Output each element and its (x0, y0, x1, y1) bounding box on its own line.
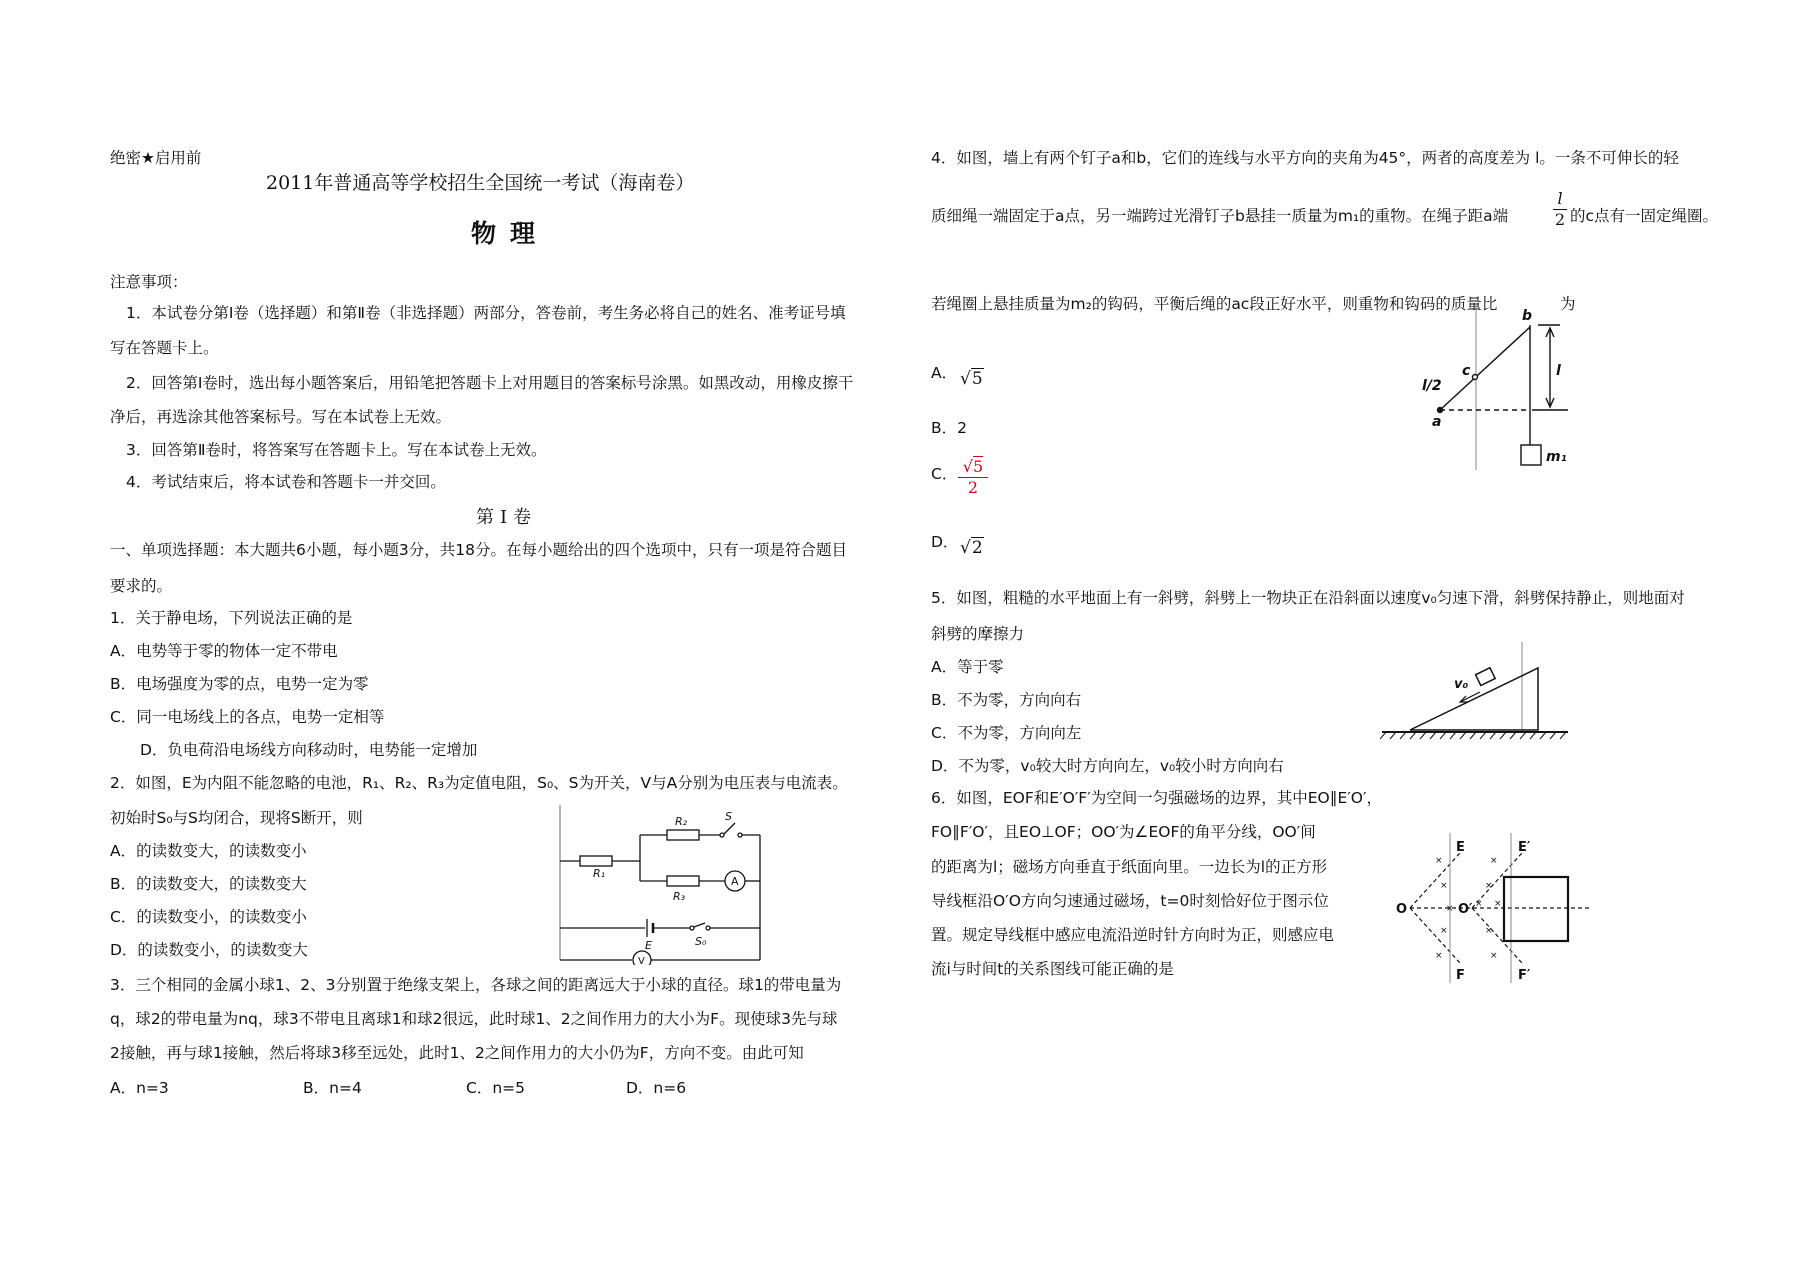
label-a: a (1432, 414, 1442, 430)
label-r1: R₁ (593, 867, 606, 880)
subject-title: 物理 (471, 219, 550, 248)
label-s0: S₀ (695, 935, 707, 948)
q6-line5: 置。规定导线框中感应电流沿逆时针方向时为正，则感应电 (931, 926, 1335, 944)
note-1-line2: 写在答题卡上。 (110, 339, 219, 357)
q5-line2: 斜劈的摩擦力 (931, 625, 1025, 643)
label-c: c (1462, 363, 1471, 379)
svg-text:×: × (1494, 899, 1502, 909)
q4-line1: 4．如图，墙上有两个钉子a和b，它们的连线与水平方向的夹角为45°，两者的高度差为 l。一条不可伸长的轻 (931, 149, 1679, 167)
r2-resistor (667, 830, 699, 840)
q6-line3: 的距离为l；磁场方向垂直于纸面向里。一边长为l的正方形 (931, 858, 1328, 876)
q6-line2: FO∥F′O′，且EO⊥OF；OO′为∠EOF的角平分线，OO′间 (931, 823, 1316, 841)
label-f-prime: F′ (1518, 968, 1531, 983)
label-ammeter: A (731, 875, 739, 888)
note-1-line1: 1．本试卷分第Ⅰ卷（选择题）和第Ⅱ卷（非选择题）两部分，答卷前，考生务必将自己的姓名、准考证号填 (126, 304, 846, 322)
square-wire-frame (1504, 877, 1568, 941)
q1-option-c: C．同一电场线上的各点，电势一定相等 (110, 708, 385, 726)
q5-option-a: A．等于零 (931, 658, 1004, 676)
notes-heading: 注意事项： (110, 273, 188, 291)
svg-text:×: × (1485, 926, 1493, 936)
label-e: E (645, 939, 652, 952)
q2-stem-line2: 初始时S₀与S均闭合，现将S断开，则 (110, 809, 363, 827)
q1-option-b: B．电场强度为零的点，电势一定为零 (110, 675, 369, 693)
r3-resistor (667, 876, 699, 886)
q1-option-d: D．负电荷沿电场线方向移动时，电势能一定增加 (140, 741, 478, 759)
q4-fraction-l-over-2 (1553, 190, 1567, 229)
q2-option-b: B．的读数变大，的读数变大 (110, 875, 307, 893)
label-o-prime: O′ (1458, 902, 1473, 917)
label-e-prime: E′ (1518, 840, 1531, 855)
switch-s0-contact (690, 926, 694, 930)
q6-line4: 导线框沿O′O方向匀速通过磁场，t=0时刻恰好位于图示位 (931, 892, 1329, 910)
section-intro-line1: 一、单项选择题：本大题共6小题，每小题3分，共18分。在每小题给出的四个选项中，只有一项是符合题目 (110, 541, 847, 559)
label-s: S (725, 810, 732, 823)
q4-line3: 若绳圈上悬挂质量为m₂的钩码，平衡后绳的ac段正好水平，则重物和钩码的质量比 (931, 295, 1498, 313)
sliding-block (1476, 668, 1496, 686)
label-m1: m₁ (1546, 449, 1567, 465)
exam-title: 2011年普通高等学校招生全国统一考试（海南卷） (266, 172, 695, 194)
mass-m1-box (1521, 445, 1541, 465)
q3-option-d: D．n=6 (626, 1079, 687, 1097)
svg-text:×: × (1446, 904, 1454, 914)
q3-line3: 2接触，再与球1接触，然后将球3移至远处，此时1、2之间作用力的大小仍为F，方向不变。由此可知 (110, 1044, 804, 1062)
section-intro-line2: 要求的。 (110, 577, 173, 595)
q4-frac-den: 2 (1554, 210, 1566, 229)
switch-s-contact (720, 833, 724, 837)
q4-option-c-label: C． (931, 465, 958, 483)
label-voltmeter: V (638, 956, 645, 965)
q3-line1: 3．三个相同的金属小球1、2、3分别置于绝缘支架上，各球之间的距离远大于小球的直径。球1的带电量为 (110, 976, 842, 994)
label-l-half: l/2 (1422, 378, 1442, 394)
q2-option-a: A．的读数变大，的读数变小 (110, 842, 307, 860)
note-3: 3．回答第Ⅱ卷时，将答案写在答题卡上。写在本试卷上无效。 (126, 441, 547, 459)
q4-option-b: B．2 (931, 419, 967, 437)
label-b: b (1522, 308, 1533, 324)
q4-option-a-label: A． (931, 364, 958, 382)
q4-line2a: 质细绳一端固定于a点，另一端跨过光滑钉子b悬挂一质量为m₁的重物。在绳子距a端 (931, 207, 1509, 225)
q6-magnetic-field-figure (1390, 833, 1600, 983)
note-4: 4．考试结束后，将本试卷和答题卡一并交回。 (126, 473, 446, 491)
label-r2: R₂ (675, 815, 688, 828)
svg-text:×: × (1440, 881, 1448, 891)
note-2-line2: 净后，再选涂其他答案标号。写在本试卷上无效。 (110, 408, 452, 426)
r1-resistor (580, 856, 612, 866)
q6-line1: 6．如图，EOF和E′O′F′为空间一匀强磁场的边界，其中EO∥E′O′， (931, 789, 1383, 807)
q4-option-d-value: √2 (960, 538, 983, 558)
switch-s0-blade (694, 923, 705, 927)
q4-option-d-label: D． (931, 533, 959, 551)
q5-option-c: C．不为零，方向向左 (931, 724, 1082, 742)
q3-option-c: C．n=5 (466, 1079, 525, 1097)
q2-option-c: C．的读数变小，的读数变小 (110, 908, 307, 926)
svg-text:×: × (1485, 881, 1493, 891)
label-e: E (1456, 840, 1465, 855)
svg-text:×: × (1490, 951, 1498, 961)
q4-line3-tail: 为 (1560, 295, 1576, 313)
confidential-label: 绝密★启用前 (110, 149, 202, 167)
q1-stem: 1．关于静电场，下列说法正确的是 (110, 609, 353, 627)
q5-incline-figure (1380, 640, 1570, 740)
q2-option-d: D．的读数变小，的读数变大 (110, 941, 308, 959)
q3-option-a: A．n=3 (110, 1079, 169, 1097)
q3-line2: q，球2的带电量为nq，球3不带电且离球1和球2很远，此时球1、2之间作用力的大小为F。现使球3先与球 (110, 1010, 838, 1028)
q4-figure (1420, 285, 1590, 470)
label-o: O (1396, 902, 1408, 917)
section-title: 第Ⅰ卷 (476, 507, 538, 528)
label-f: F (1456, 968, 1465, 983)
label-r3: R₃ (673, 890, 686, 903)
wedge (1410, 668, 1538, 730)
q5-option-d: D．不为零，v₀较大时方向向左，v₀较小时方向向右 (931, 757, 1284, 775)
svg-text:×: × (1435, 951, 1443, 961)
note-2-line1: 2．回答第Ⅰ卷时，选出每小题答案后，用铅笔把答题卡上对用题目的答案标号涂黑。如黑改动，用橡皮擦干 (126, 374, 854, 392)
q5-option-b: B．不为零，方向向右 (931, 691, 1082, 709)
switch-s-blade (724, 823, 735, 834)
q1-option-a: A．电势等于零的物体一定不带电 (110, 642, 338, 660)
q4-frac-num: l (1557, 189, 1563, 208)
q5-line1: 5．如图，粗糙的水平地面上有一斜劈，斜劈上一物块正在沿斜面以速度v₀匀速下滑，斜劈保持静止，则地面对 (931, 589, 1685, 607)
q4-option-a-value: √5 (960, 369, 983, 389)
q6-line6: 流i与时间t的关系图线可能正确的是 (931, 960, 1174, 978)
svg-text:×: × (1475, 899, 1483, 909)
label-v0: v₀ (1454, 677, 1469, 692)
svg-text:×: × (1435, 856, 1443, 866)
svg-text:×: × (1440, 926, 1448, 936)
circuit-diagram (555, 805, 770, 965)
q4-line2b: 的c点有一固定绳圈。 (1570, 207, 1719, 225)
q2-stem-line1: 2．如图，E为内阻不能忽略的电池，R₁、R₂、R₃为定值电阻，S₀、S为开关，V与A分别为电压表与电流表。 (110, 774, 848, 792)
svg-text:×: × (1490, 856, 1498, 866)
q4-option-c-value: √5 2 (958, 458, 988, 497)
label-l: l (1556, 363, 1561, 379)
q3-option-b: B．n=4 (303, 1079, 362, 1097)
